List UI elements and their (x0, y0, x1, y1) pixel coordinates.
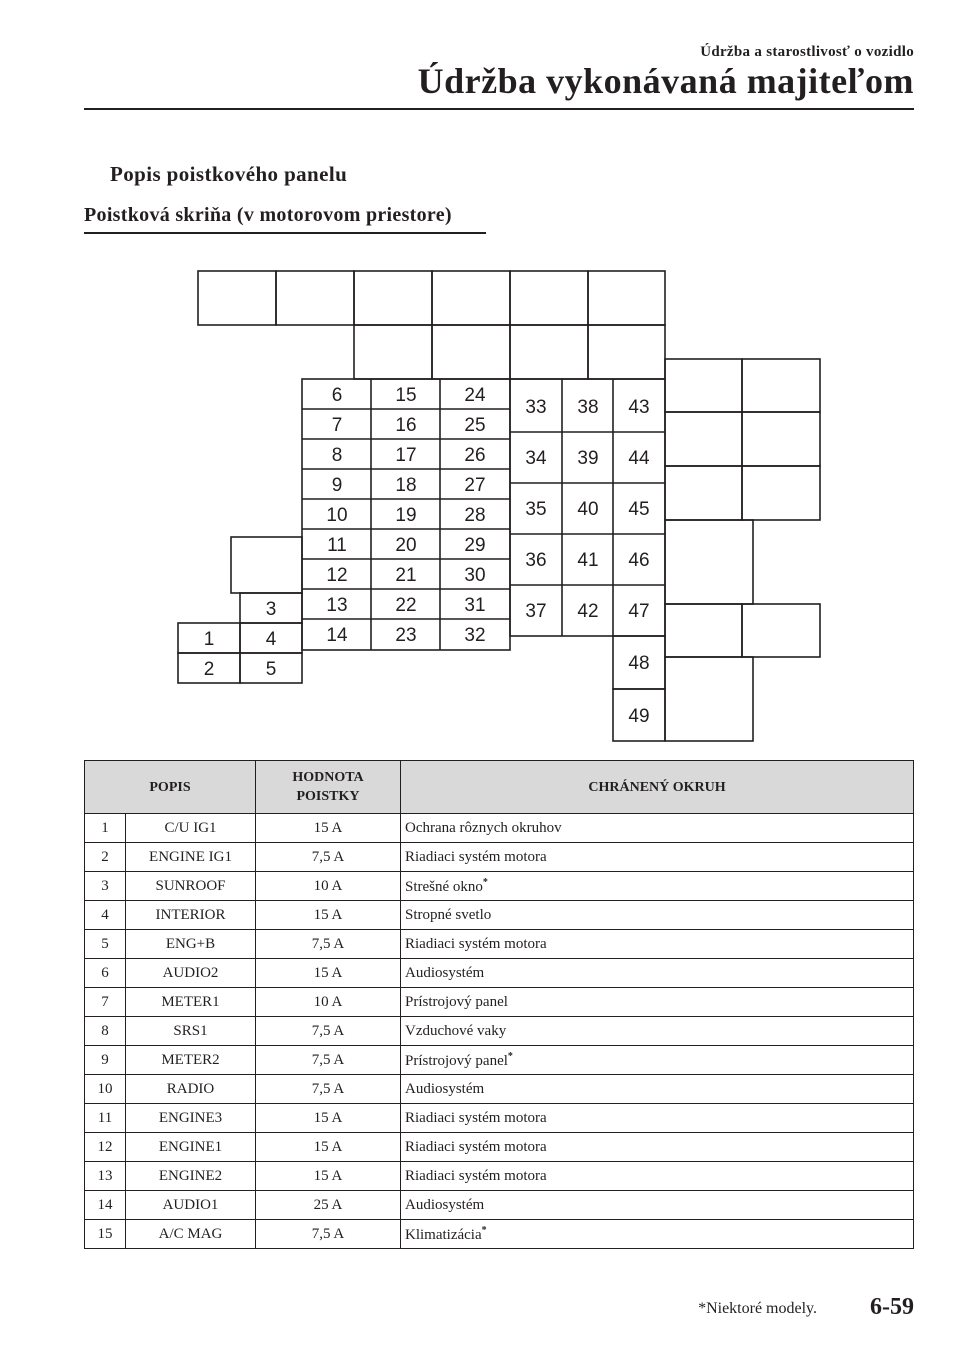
fuse-number-33: 33 (525, 397, 547, 418)
fuse-number-cell-text: 9 (101, 1051, 109, 1068)
protected-circuit-cell (401, 843, 914, 872)
fuse-description-cell-text: ENGINE3 (158, 1109, 223, 1126)
fuse-number-15: 15 (395, 385, 417, 406)
fuse-number-5: 5 (265, 659, 277, 680)
subsection-underline (84, 232, 486, 234)
fuse-number-cell-text: 13 (97, 1167, 113, 1184)
fuse-description-cell-text: ENGINE1 (158, 1138, 223, 1155)
fuse-description-cell (126, 1104, 256, 1133)
fuse-number-4: 4 (265, 629, 277, 650)
header-popis: POPIS (85, 761, 256, 814)
fuse-number-26: 26 (464, 445, 486, 466)
protected-circuit-cell (401, 1133, 914, 1162)
protected-circuit-cell-text: Riadiaci systém motora (405, 1138, 547, 1155)
fuse-description-cell (126, 988, 256, 1017)
protected-circuit-cell-text: Strešné okno (405, 878, 483, 895)
fuse-number-28: 28 (464, 505, 486, 526)
table-row (85, 843, 914, 872)
protected-circuit-cell (401, 1191, 914, 1220)
fuse-description-cell-text: METER1 (161, 993, 220, 1010)
fuse-number-cell-text: 8 (101, 1022, 109, 1039)
fuse-rating-cell-text: 7,5 A (311, 1022, 345, 1039)
fuse-number-29: 29 (464, 535, 486, 556)
fuse-number-24: 24 (464, 385, 486, 406)
fuse-number-38: 38 (577, 397, 599, 418)
protected-circuit-cell-text: Vzduchové vaky (405, 1022, 507, 1039)
fuse-rating-cell-text: 7,5 A (311, 1080, 345, 1097)
table-row (85, 1162, 914, 1191)
fuse-description-cell-text: ENGINE2 (158, 1167, 223, 1184)
protected-circuit-cell-text: Ochrana rôznych okruhov (405, 819, 562, 836)
fuse-number-cell (85, 1162, 126, 1191)
fuse-number-cell (85, 843, 126, 872)
fuse-rating-cell (256, 1133, 401, 1162)
fuse-number-49: 49 (628, 706, 650, 727)
fuse-number-19: 19 (395, 505, 417, 526)
fuse-number-36: 36 (525, 550, 547, 571)
fuse-description-cell-text: ENGINE IG1 (149, 848, 232, 865)
fuse-rating-cell-text: 10 A (313, 993, 343, 1010)
fuse-description-cell (126, 1162, 256, 1191)
footnote-asterisk: * (507, 1050, 513, 1062)
fuse-number-23: 23 (395, 625, 417, 646)
fuse-number-cell-text: 6 (101, 964, 109, 981)
fuse-description-cell-text: AUDIO2 (162, 964, 219, 981)
fuse-number-47: 47 (628, 601, 650, 622)
fuse-number-27: 27 (464, 475, 486, 496)
table-row (85, 959, 914, 988)
protected-circuit-cell-text: Prístrojový panel (405, 993, 508, 1010)
fuse-number-12: 12 (326, 565, 348, 586)
header-divider (84, 108, 914, 110)
fuse-number-cell (85, 1046, 126, 1075)
protected-circuit-cell-text: Klimatizácia (405, 1226, 482, 1243)
protected-circuit-cell (401, 1162, 914, 1191)
fuse-description-cell-text: METER2 (161, 1051, 220, 1068)
fuse-number-cell-text: 10 (97, 1080, 113, 1097)
table-row (85, 901, 914, 930)
fuse-description-cell-text: C/U IG1 (164, 819, 217, 836)
fuse-rating-cell-text: 15 A (313, 906, 343, 923)
table-row (85, 1104, 914, 1133)
protected-circuit-cell-text: Stropné svetlo (405, 906, 492, 923)
fuse-number-cell (85, 930, 126, 959)
header-hodnota (256, 761, 401, 814)
fuse-number-cell-text: 3 (101, 877, 109, 894)
table-row (85, 1191, 914, 1220)
table-row (85, 1133, 914, 1162)
fuse-number-1: 1 (203, 629, 215, 650)
fuse-description-cell (126, 1075, 256, 1104)
fuse-number-48: 48 (628, 653, 650, 674)
fuse-description-cell (126, 901, 256, 930)
footnote: *Niektoré modely. (698, 1300, 817, 1317)
fuse-number-11: 11 (327, 535, 347, 556)
fuse-number-cell (85, 1133, 126, 1162)
fuse-number-43: 43 (628, 397, 650, 418)
protected-circuit-cell-text: Riadiaci systém motora (405, 1109, 547, 1126)
fuse-number-34: 34 (525, 448, 547, 469)
footnote-asterisk: * (482, 876, 488, 888)
fuse-number-cell (85, 1017, 126, 1046)
fuse-description-cell (126, 872, 256, 901)
fuse-rating-cell (256, 930, 401, 959)
fuse-description-cell (126, 959, 256, 988)
table-header-row (85, 761, 914, 814)
fuse-number-cell-text: 11 (97, 1109, 113, 1126)
fuse-rating-cell-text: 15 A (313, 1138, 343, 1155)
fuse-number-39: 39 (577, 448, 599, 469)
fuse-rating-cell (256, 1162, 401, 1191)
fuse-number-cell (85, 1104, 126, 1133)
protected-circuit-cell (401, 1017, 914, 1046)
protected-circuit-cell (401, 1046, 914, 1075)
fuse-number-cell-text: 1 (101, 819, 109, 836)
protected-circuit-cell (401, 959, 914, 988)
protected-circuit-cell-text: Audiosystém (405, 1196, 485, 1213)
fuse-number-cell-text: 12 (97, 1138, 113, 1155)
fuse-number-cell (85, 814, 126, 843)
fuse-number-cell-text: 5 (101, 935, 109, 952)
fuse-number-21: 21 (395, 565, 417, 586)
protected-circuit-cell-text: Audiosystém (405, 964, 485, 981)
fuse-rating-cell-text: 7,5 A (311, 848, 345, 865)
fuse-number-20: 20 (395, 535, 417, 556)
fuse-number-46: 46 (628, 550, 650, 571)
protected-circuit-cell (401, 814, 914, 843)
fuse-description-cell (126, 1017, 256, 1046)
fuse-number-cell-text: 2 (101, 848, 109, 865)
table-row (85, 930, 914, 959)
fuse-description-cell-text: RADIO (166, 1080, 215, 1097)
table-row (85, 1075, 914, 1104)
fuse-number-22: 22 (395, 595, 417, 616)
protected-circuit-cell (401, 930, 914, 959)
chapter-header: Údržba a starostlivosť o vozidlo (700, 44, 914, 60)
fuse-rating-cell (256, 988, 401, 1017)
fuse-description-cell-text: AUDIO1 (162, 1196, 219, 1213)
fuse-rating-cell-text: 25 A (313, 1196, 343, 1213)
page-number: 6-59 (870, 1294, 914, 1320)
protected-circuit-cell-text: Audiosystém (405, 1080, 485, 1097)
fuse-number-9: 9 (331, 475, 343, 496)
fuse-rating-cell-text: 7,5 A (311, 1051, 345, 1068)
fuse-description-cell-text: SRS1 (173, 1022, 208, 1039)
fuse-rating-cell-text: 15 A (313, 819, 343, 836)
fuse-rating-cell-text: 15 A (313, 1109, 343, 1126)
protected-circuit-cell-text: Riadiaci systém motora (405, 1167, 547, 1184)
fuse-rating-cell (256, 1104, 401, 1133)
protected-circuit-cell (401, 1104, 914, 1133)
fuse-description-cell-text: ENG+B (165, 935, 216, 952)
fuse-rating-cell (256, 901, 401, 930)
fuse-number-6: 6 (331, 385, 343, 406)
fuse-number-cell-text: 7 (101, 993, 109, 1010)
table-row (85, 814, 914, 843)
fuse-description-cell-text: INTERIOR (155, 906, 226, 923)
fuse-description-cell-text: A/C MAG (158, 1225, 223, 1242)
fuse-rating-cell-text: 7,5 A (311, 1225, 345, 1242)
fuse-number-41: 41 (577, 550, 599, 571)
fuse-number-30: 30 (464, 565, 486, 586)
protected-circuit-cell-text: Prístrojový panel (405, 1052, 508, 1069)
fuse-number-3: 3 (265, 599, 277, 620)
fuse-description-cell (126, 814, 256, 843)
fuse-number-cell (85, 1191, 126, 1220)
table-row (85, 1220, 914, 1249)
fuse-rating-cell (256, 1017, 401, 1046)
protected-circuit-cell (401, 1220, 914, 1249)
fuse-number-cell-text: 15 (97, 1225, 113, 1242)
fuse-number-35: 35 (525, 499, 547, 520)
fuse-number-cell (85, 988, 126, 1017)
fuse-number-31: 31 (464, 595, 486, 616)
header-hodnota-line1: HODNOTA (292, 770, 364, 785)
fuse-rating-cell (256, 814, 401, 843)
fuse-number-44: 44 (628, 448, 650, 469)
fuse-rating-cell (256, 843, 401, 872)
fuse-number-cell (85, 901, 126, 930)
header-okruh: CHRÁNENÝ OKRUH (401, 761, 914, 814)
table-row (85, 1017, 914, 1046)
fuse-rating-cell (256, 1075, 401, 1104)
fuse-description-cell (126, 1220, 256, 1249)
fuse-description-cell (126, 1133, 256, 1162)
fuse-rating-cell (256, 1191, 401, 1220)
fuse-table (84, 760, 914, 1249)
fuse-position-numbers (204, 385, 650, 727)
fuse-description-cell (126, 930, 256, 959)
fuse-number-cell-text: 4 (101, 906, 109, 923)
fuse-description-cell (126, 1191, 256, 1220)
fuse-description-cell (126, 1046, 256, 1075)
fuse-rating-cell (256, 1046, 401, 1075)
protected-circuit-cell (401, 1075, 914, 1104)
table-row (85, 872, 914, 901)
fuse-rating-cell (256, 1220, 401, 1249)
fuse-number-16: 16 (395, 415, 417, 436)
fuse-number-13: 13 (326, 595, 348, 616)
fuse-description-cell (126, 843, 256, 872)
table-row (85, 988, 914, 1017)
fuse-number-14: 14 (326, 625, 348, 646)
fuse-number-45: 45 (628, 499, 650, 520)
fuse-number-cell-text: 14 (97, 1196, 113, 1213)
fuse-number-17: 17 (395, 445, 417, 466)
protected-circuit-cell (401, 901, 914, 930)
subsection-title: Poistková skriňa (v motorovom priestore) (84, 204, 452, 226)
fuse-number-32: 32 (464, 625, 486, 646)
fuse-number-2: 2 (203, 659, 215, 680)
header-hodnota-line2: POISTKY (296, 789, 360, 804)
fuse-description-cell-text: SUNROOF (155, 877, 226, 894)
fuse-number-25: 25 (464, 415, 486, 436)
fuse-rating-cell-text: 15 A (313, 964, 343, 981)
fuse-rating-cell (256, 872, 401, 901)
fuse-number-42: 42 (577, 601, 599, 622)
protected-circuit-cell-text: Riadiaci systém motora (405, 848, 547, 865)
fuse-rating-cell-text: 10 A (313, 877, 343, 894)
fuse-number-8: 8 (331, 445, 343, 466)
page-header-title: Údržba vykonávaná majiteľom (417, 61, 914, 101)
protected-circuit-cell (401, 988, 914, 1017)
fuse-rating-cell-text: 15 A (313, 1167, 343, 1184)
fuse-number-7: 7 (331, 415, 343, 436)
footnote-asterisk: * (481, 1224, 487, 1236)
fuse-number-10: 10 (326, 505, 348, 526)
fuse-number-cell (85, 959, 126, 988)
fuse-number-40: 40 (577, 499, 599, 520)
fuse-rating-cell-text: 7,5 A (311, 935, 345, 952)
fuse-number-cell (85, 872, 126, 901)
section-title: Popis poistkového panelu (110, 162, 348, 186)
fuse-number-18: 18 (395, 475, 417, 496)
fuse-number-cell (85, 1075, 126, 1104)
protected-circuit-cell (401, 872, 914, 901)
fuse-rating-cell (256, 959, 401, 988)
fuse-number-37: 37 (525, 601, 547, 622)
protected-circuit-cell-text: Riadiaci systém motora (405, 935, 547, 952)
table-row (85, 1046, 914, 1075)
fuse-number-cell (85, 1220, 126, 1249)
